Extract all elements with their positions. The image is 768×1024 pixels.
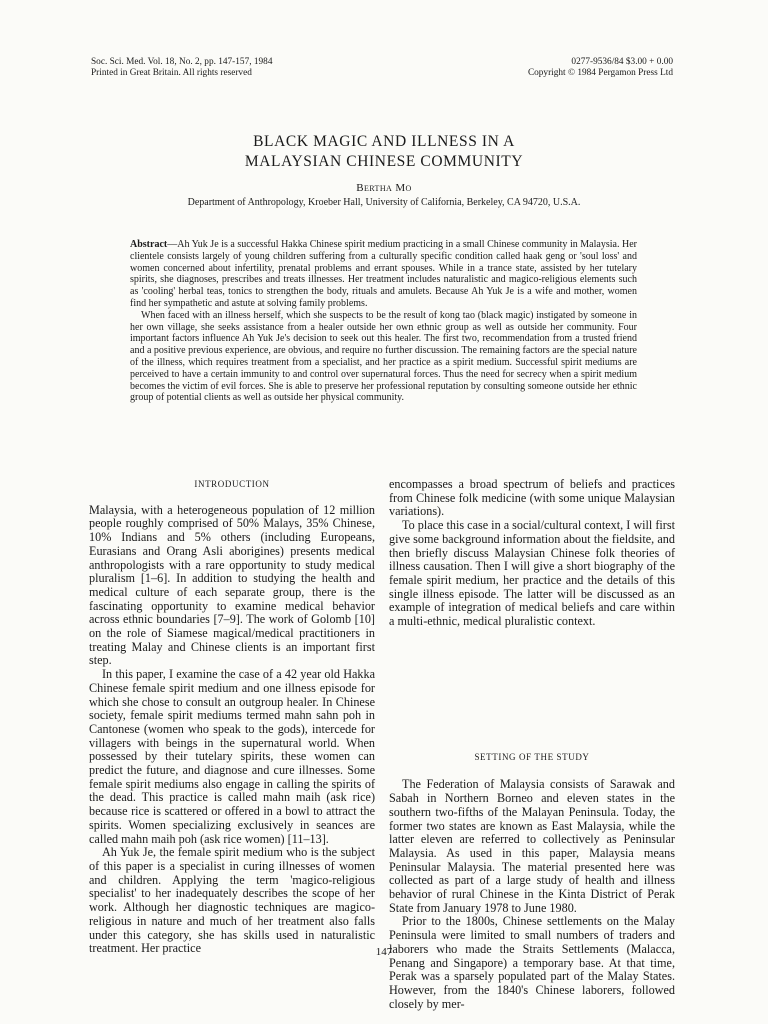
body-paragraph: To place this case in a social/cultural context, I will first give some background information about the fieldsite, and then briefly discuss Malaysian Chinese folk theories of illness causation. Then I will give a short biography of the female spirit medium, her practice and the details of this single illness episode. The latter will be discussed as an example of integration of medical beliefs and care within a multi-ethnic, medical pluralistic context. [389, 518, 675, 629]
section-heading-introduction: INTRODUCTION [194, 479, 270, 489]
body-paragraph: Prior to the 1800s, Chinese settlements on the Malay Peninsula were limited to small numbers of traders and laborers who made the Straits Settlements (Malacca, Penang and Singapore) a temporary base. At that time, Perak was a sparsely populated part of the Malay States. However, from the 1840's Chinese laborers, followed closely by mer- [389, 914, 675, 1011]
abstract-label: Abstract [130, 239, 168, 250]
author-affiliation: Department of Anthropology, Kroeber Hall, University of California, Berkeley, CA 94720, U.S.A. [187, 197, 581, 208]
author-name: Bertha Mo [356, 182, 412, 194]
issn-line: 0277-9536/84 $3.00 + 0.00 [571, 57, 673, 67]
abstract [130, 239, 637, 404]
page-number: 147 [375, 946, 393, 958]
journal-citation [91, 57, 272, 79]
abstract-text-1: —Ah Yuk Je is a successful Hakka Chinese spirit medium practicing in a small Chinese community in Malaysia. Her clientele consists largely of young children suffering from a culturally specific condition called haak geng or 'soul loss' and women concerned about infertility, prenatal problems and errant spouses. While in a trance state, assisted by her tutelary spirits, she diagnoses, prescribes and treats illnesses. Her treatment includes naturalistic and magico-religious elements such as 'cooling' herbal teas, tonics to strengthen the body, rituals and amulets. Because Ah Yuk Je is a wife and mother, women find her sympathetic and astute at solving family problems. [130, 239, 637, 309]
body-paragraph: Ah Yuk Je, the female spirit medium who is the subject of this paper is a specialist in curing illnesses of women and children. Applying the term 'magico-religious specialist' to her inadequately describes the scope of her work. Although her diagnostic techniques are magico-religious in nature and much of her treatment also falls under this category, she has skills used in naturalistic treatment. Her practice [89, 845, 375, 956]
abstract-paragraph-1 [130, 239, 637, 310]
body-paragraph: In this paper, I examine the case of a 42 year old Hakka Chinese female spirit medium and one illness episode for which she chose to consult an outgroup healer. In Chinese society, female spirit mediums termed mahn sahn poh in Cantonese (women who speak to the gods), intercede for villagers with beings in the supernatural world. When possessed by their tutelary spirits, these women can predict the future, and diagnose and cure illnesses. Some female spirit mediums also engage in calling the spirits of the dead. This practice is called mahn maih (ask rice) because rice is scattered or offered in a bowl to attract the spirits. Women specializing exclusively in seances are called mahn maih poh (ask rice women) [11–13]. [89, 667, 375, 846]
body-paragraph: The Federation of Malaysia consists of Sarawak and Sabah in Northern Borneo and eleven states in the southern two-fifths of the Malayan Peninsula. Today, the former two states are known as East Malaysia, while the latter eleven are referred to collectively as Peninsular Malaysia. As used in this paper, Malaysia means Peninsular Malaysia. The material presented here was collected as part of a large study of health and illness behavior of rural Chinese in the Kinta District of Perak State from January 1978 to June 1980. [389, 777, 675, 915]
body-paragraph: Malaysia, with a heterogeneous population of 12 million people roughly comprised of 50% Malays, 35% Chinese, 10% Indians and 5% others (including Europeans, Eurasians and Orang Asli aborigines) presents medical anthropologists with a rare opportunity to study medical pluralism [1–6]. In addition to studying the health and medical culture of each separate group, there is the fascinating opportunity to examine medical behavior across ethnic boundaries [7–9]. The work of Golomb [10] on the role of Siamese magical/medical practitioners in treating Malay and Chinese clients is an important first step. [89, 502, 375, 668]
printed-line: Printed in Great Britain. All rights reserved [91, 68, 252, 78]
copyright-block [528, 57, 673, 79]
citation-line: Soc. Sci. Med. Vol. 18, No. 2, pp. 147-157, 1984 [91, 57, 273, 67]
abstract-paragraph-2: When faced with an illness herself, which she suspects to be the result of kong tao (black magic) instigated by someone in her own village, she seeks assistance from a healer outside her own ethnic group as well as outside her community. Four important factors influence Ah Yuk Je's decision to seek out this healer. The first two, recommendation from a trusted friend and a positive previous experience, are obvious, and require no further discussion. The remaining factors are the special nature of the illness, which requires treatment from a specialist, and her practice as a spirit medium. Successful spirit mediums are perceived to have a certain immunity to and control over supernatural forces. Thus the need for secrecy when a spirit medium becomes the victim of evil forces. She is able to preserve her professional reputation by consulting someone outside her ethnic group of potential clients as well as outside her physical community. [130, 309, 637, 404]
section-heading-setting: SETTING OF THE STUDY [474, 751, 590, 762]
title-line-2: MALAYSIAN CHINESE COMMUNITY [244, 153, 524, 170]
copyright-line: Copyright © 1984 Pergamon Press Ltd [527, 68, 673, 78]
right-column [389, 478, 675, 1011]
left-column [89, 478, 375, 956]
body-paragraph: encompasses a broad spectrum of beliefs and practices from Chinese folk medicine (with some unique Malaysian variations). [389, 477, 675, 519]
paper-title [0, 132, 768, 172]
title-line-1: BLACK MAGIC AND ILLNESS IN A [253, 133, 515, 150]
